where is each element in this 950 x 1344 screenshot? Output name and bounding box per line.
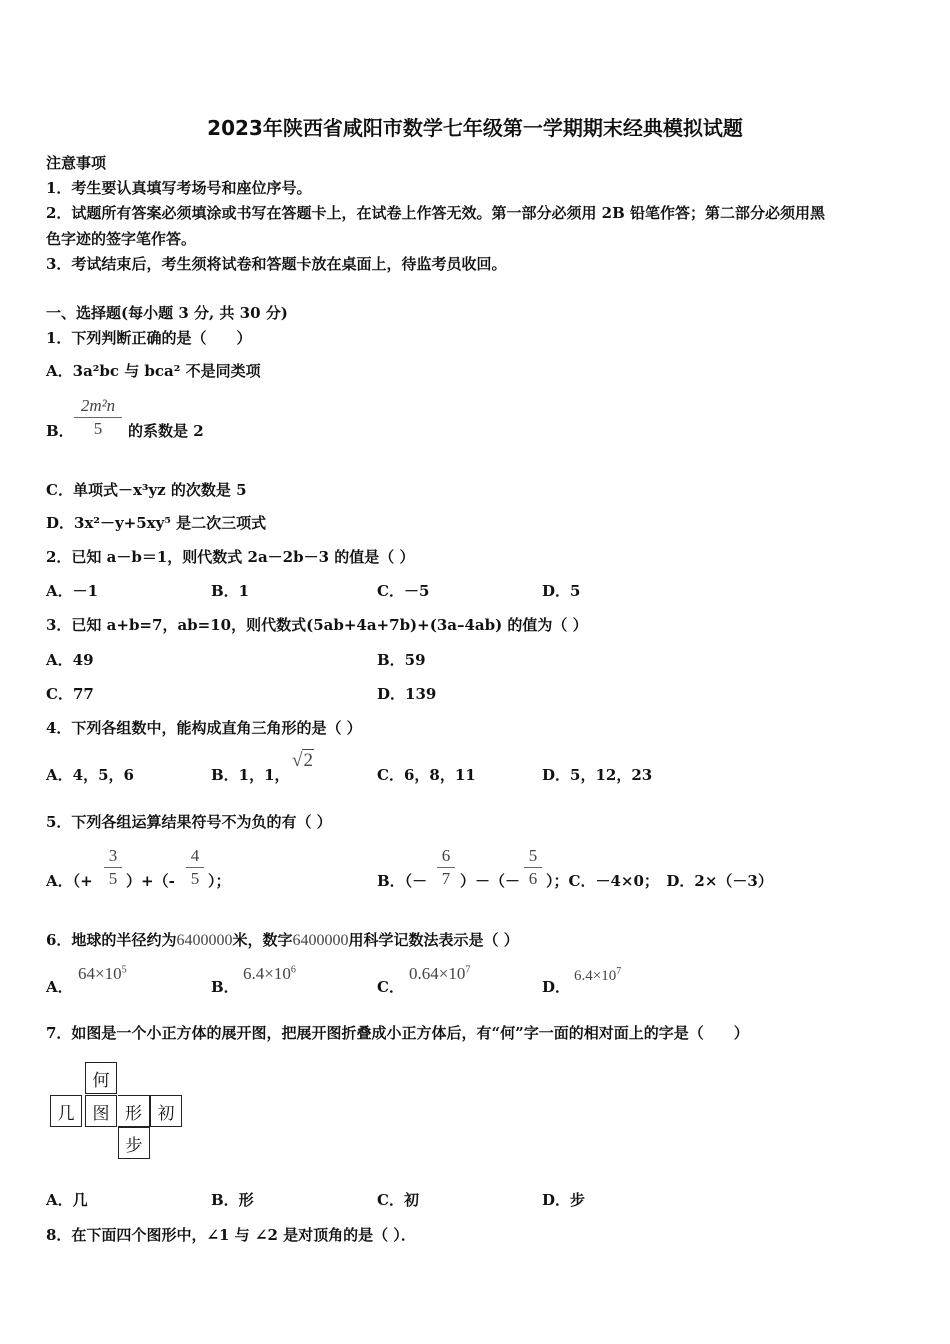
net-cell-top: 何 [85, 1062, 117, 1094]
question-1-stem: 1．下列判断正确的是（ ） [46, 329, 252, 347]
sci-exponent: 6 [290, 964, 296, 976]
q3-option-b: B．59 [377, 651, 426, 669]
fraction-bar [437, 867, 455, 868]
fraction-denominator: 6 [528, 869, 538, 888]
cube-net-figure [50, 1062, 190, 1162]
fraction-bar [524, 867, 542, 868]
q5-a-part2: ）+（- [126, 872, 175, 890]
fraction-bar [186, 867, 204, 868]
question-2-stem: 2．已知 a－b＝1，则代数式 2a－2b－3 的值是（ ） [46, 548, 415, 566]
q1-option-b-text: 的系数是 2 [128, 422, 204, 440]
sci-exponent: 7 [465, 964, 471, 976]
q6-option-c-value [409, 964, 470, 984]
question-4-stem: 4．下列各组数中，能构成直角三角形的是（ ） [46, 719, 362, 737]
fraction-denominator: 5 [93, 419, 103, 438]
q2-option-b: B．1 [211, 582, 250, 600]
fraction-numerator: 4 [190, 846, 200, 865]
question-6-stem [46, 929, 519, 950]
q1-option-b-label: B． [46, 422, 74, 440]
question-3-stem: 3．已知 a+b=7，ab=10，则代数式(5ab+4a+7b)+(3a–4ab) 的值为（ ） [46, 616, 588, 634]
q6-option-b-value [243, 964, 296, 984]
q5-a-fraction-2 [186, 846, 204, 889]
sci-base: 6.4×10 [574, 968, 617, 984]
section-heading: 一、选择题(每小题 3 分, 共 30 分) [46, 304, 288, 322]
q4-option-c: C．6，8，11 [377, 766, 476, 784]
q6-number-2: 6400000 [292, 932, 349, 949]
q6-option-c-label: C． [377, 978, 404, 996]
net-cell-left: 几 [50, 1095, 82, 1127]
q5-b-part3: ）；C．－4×0； D．2×（－3） [546, 872, 773, 890]
fraction-denominator: 5 [190, 869, 200, 888]
q2-option-a: A．－1 [46, 582, 99, 600]
q5-a-part1: A．（+ [46, 872, 93, 890]
net-cell-center: 图 [85, 1095, 117, 1127]
sci-base: 6.4×10 [243, 964, 291, 983]
fraction-bar [104, 867, 122, 868]
sci-exponent: 5 [121, 964, 127, 976]
net-cell-right: 形 [118, 1095, 150, 1127]
q1-fraction [74, 396, 122, 439]
fraction-denominator: 7 [441, 869, 451, 888]
notice-item: 2．试题所有答案必须填涂或书写在答题卡上，在试卷上作答无效。第一部分必须用 2B 铅笔作答；第二部分必须用黑 [46, 204, 826, 222]
fraction-denominator: 5 [108, 869, 118, 888]
q6-option-d-label: D． [542, 978, 571, 996]
q5-a-part3: ）； [208, 872, 231, 890]
fraction-numerator: 2m²n [80, 396, 116, 415]
q1-option-a: A．3a²bc 与 bca² 不是同类项 [46, 362, 261, 380]
q4-option-b: B．1，1， [211, 766, 290, 784]
notice-item: 3．考试结束后，考生须将试卷和答题卡放在桌面上，待监考员收回。 [46, 255, 507, 273]
sqrt-radicand: 2 [303, 750, 313, 771]
fraction-bar [74, 417, 122, 418]
q6-option-a-label: A． [46, 978, 73, 996]
fraction-numerator: 5 [528, 846, 538, 865]
q4-option-a: A．4，5，6 [46, 766, 134, 784]
q4-sqrt: √2 [292, 750, 313, 771]
q2-option-c: C．－5 [377, 582, 430, 600]
q3-option-a: A．49 [46, 651, 94, 669]
q4-option-d: D．5，12，23 [542, 766, 653, 784]
q1-option-c: C．单项式－x³yz 的次数是 5 [46, 481, 247, 499]
q6-stem-part2: 米，数字 [232, 931, 293, 949]
sci-base: 64×10 [78, 964, 122, 983]
q6-number-1: 6400000 [176, 932, 233, 949]
fraction-numerator: 3 [108, 846, 118, 865]
page-title: 2023年陕西省咸阳市数学七年级第一学期期末经典模拟试题 [207, 116, 743, 140]
sci-base: 0.64×10 [409, 964, 466, 983]
question-7-stem: 7．如图是一个小正方体的展开图，把展开图折叠成小正方体后，有“何”字一面的相对面上的字是（ ） [46, 1024, 749, 1042]
q6-option-d-value [574, 966, 621, 985]
q7-option-d: D．步 [542, 1191, 586, 1209]
notice-item: 1．考生要认真填写考场号和座位序号。 [46, 179, 312, 197]
q6-stem-part1: 6．地球的半径约为 [46, 931, 177, 949]
question-5-stem: 5．下列各组运算结果符号不为负的有（ ） [46, 813, 332, 831]
q7-option-c: C．初 [377, 1191, 419, 1209]
q1-option-d: D．3x²－y+5xy⁵ 是二次三项式 [46, 514, 267, 532]
q6-option-a-value [78, 964, 127, 984]
sci-exponent: 7 [616, 966, 622, 977]
q5-b-part2: ）－（－ [460, 872, 521, 890]
q3-option-d: D．139 [377, 685, 437, 703]
fraction-numerator: 6 [441, 846, 451, 865]
q6-stem-part3: 用科学记数法表示是（ ） [348, 931, 519, 949]
q3-option-c: C．77 [46, 685, 94, 703]
q5-b-part1: B．（－ [377, 872, 428, 890]
q5-b-fraction-1 [437, 846, 455, 889]
net-cell-far-right: 初 [150, 1095, 182, 1127]
q2-option-d: D．5 [542, 582, 581, 600]
q7-option-b: B．形 [211, 1191, 254, 1209]
q6-option-b-label: B． [211, 978, 239, 996]
q7-option-a: A．几 [46, 1191, 88, 1209]
notice-item: 色字迹的签字笔作答。 [46, 230, 197, 248]
net-cell-bottom: 步 [118, 1127, 150, 1159]
notice-heading: 注意事项 [46, 154, 107, 172]
q5-a-fraction-1 [104, 846, 122, 889]
question-8-stem: 8．在下面四个图形中，∠1 与 ∠2 是对顶角的是（ ）． [46, 1226, 416, 1244]
q5-b-fraction-2 [524, 846, 542, 889]
